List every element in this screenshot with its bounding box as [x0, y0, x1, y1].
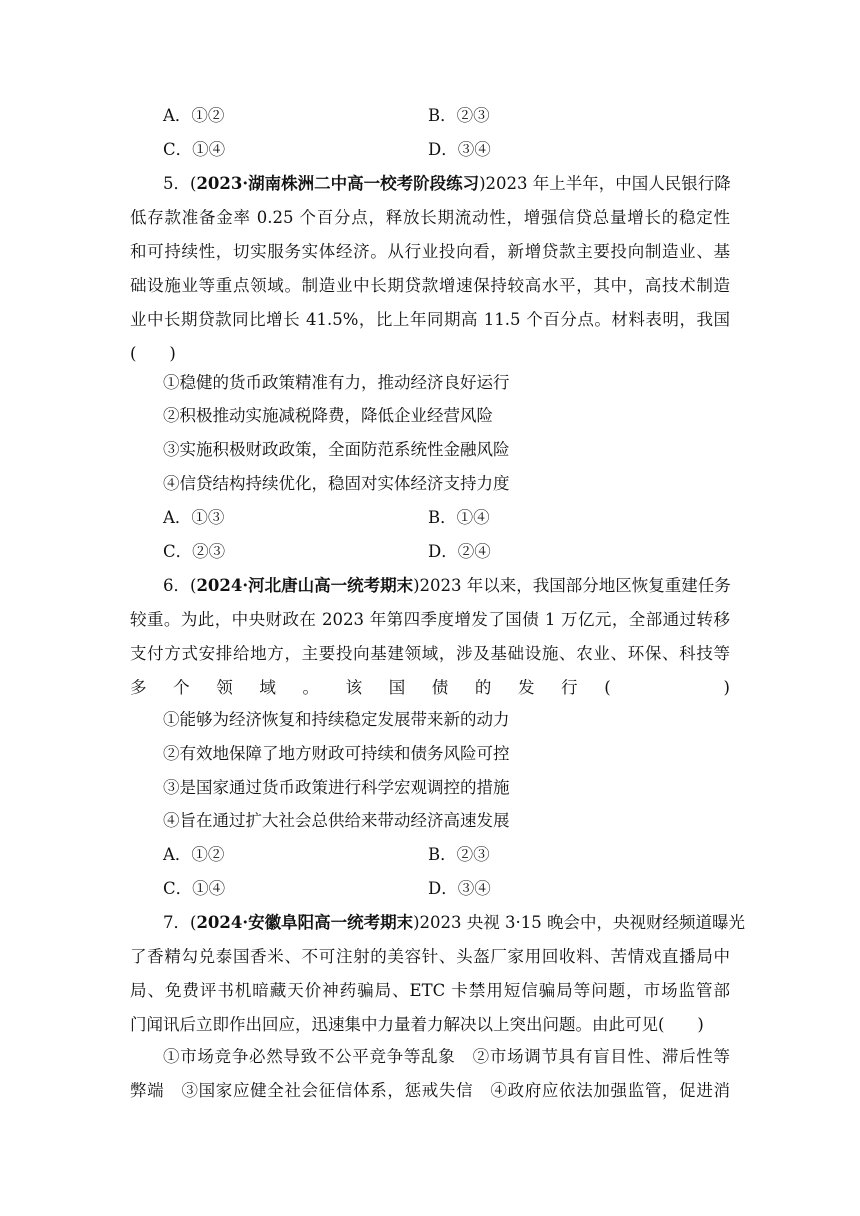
q5-option-d: D．②④: [428, 542, 491, 561]
q5-line-3: 础设施业等重点领域。制造业中长期贷款增速保持较高水平，其中，高技术制造: [130, 276, 730, 295]
q4-option-d: D．③④: [428, 140, 491, 159]
q6-statement-4: ④旨在通过扩大社会总供给来带动经济高速发展: [163, 811, 510, 830]
q6-statement-1: ①能够为经济恢复和持续稳定发展带来新的动力: [163, 710, 510, 729]
q5-line-1: 低存款准备金率 0.25 个百分点，释放长期流动性，增强信贷总量增长的稳定性: [130, 208, 730, 227]
q6-line-2: 支付方式安排给地方，主要投向基建领域，涉及基础设施、农业、环保、科技等: [130, 644, 730, 663]
q6-statement-3: ③是国家通过货币政策进行科学宏观调控的措施: [163, 778, 510, 797]
q5-statement-4: ④信贷结构持续优化，稳固对实体经济支持力度: [163, 474, 510, 493]
q5-line-4: 业中长期贷款同比增长 41.5%，比上年同期高 11.5 个百分点。材料表明，我国: [130, 310, 730, 329]
q5-option-a: A．①③: [163, 508, 225, 527]
q6-option-a: A．①②: [163, 845, 225, 864]
q4-option-a: A．①②: [163, 106, 225, 125]
q5-statement-3: ③实施积极财政政策，全面防范系统性金融风险: [163, 440, 510, 459]
q7-line-0: )2023 央视 3·15 晚会中，央视财经频道曝光: [413, 913, 746, 932]
q7-number: 7．(: [163, 913, 197, 932]
q6-line-3: 多个领域。该国债的发行( ): [130, 678, 730, 697]
q6-line-0: )2023 年以来，我国部分地区恢复重建任务: [413, 576, 731, 595]
q4-option-c: C．①④: [163, 140, 226, 159]
q5-statement-2: ②积极推动实施减税降费，降低企业经营风险: [163, 406, 493, 425]
q7-first-line: [163, 913, 746, 933]
q5-first-line: [163, 174, 730, 194]
q5-line-2: 和可持续性，切实服务实体经济。从行业投向看，新增贷款主要投向制造业、基: [130, 242, 730, 261]
q6-statement-2: ②有效地保障了地方财政可持续和债务风险可控: [163, 744, 510, 763]
q7-line-1: 了香精勾兑泰国香米、不可注射的美容针、头盔厂家用回收料、苦情戏直播局中: [130, 947, 730, 966]
q6-number: 6．(: [163, 576, 197, 595]
q5-option-b: B．①④: [428, 508, 490, 527]
q6-option-b: B．②③: [428, 845, 490, 864]
q7-line-3: 门闻讯后立即作出回应，迅速集中力量着力解决以上突出问题。由此可见( ): [130, 1015, 704, 1034]
q7-line-2: 局、免费评书机暗藏天价神药骗局、ETC 卡禁用短信骗局等问题，市场监管部: [130, 981, 730, 1000]
q5-statement-1: ①稳健的货币政策精准有力，推动经济良好运行: [163, 373, 510, 392]
q5-line-0: )2023 年上半年，中国人民银行降: [479, 174, 731, 193]
q6-first-line: [163, 576, 730, 596]
q6-line-1: 较重。为此，中央财政在 2023 年第四季度增发了国债 1 万亿元，全部通过转移: [130, 610, 730, 629]
q7-source: 2024·安徽阜阳高一统考期末: [196, 913, 414, 932]
q7-statements-line-2: 弊端 ③国家应健全社会征信体系，惩戒失信 ④政府应依法加强监管，促进消: [130, 1081, 730, 1100]
q4-option-b: B．②③: [428, 106, 490, 125]
q6-source: 2024·河北唐山高一统考期末: [196, 576, 414, 595]
q6-option-c: C．①④: [163, 879, 226, 898]
q7-statements-line-1: ①市场竞争必然导致不公平竞争等乱象 ②市场调节具有盲目性、滞后性等: [163, 1047, 730, 1066]
q6-option-d: D．③④: [428, 879, 491, 898]
q5-source: 2023·湖南株洲二中高一校考阶段练习: [196, 174, 480, 193]
q5-option-c: C．②③: [163, 542, 226, 561]
q5-line-5: ( ): [130, 344, 176, 363]
q5-number: 5．(: [163, 174, 197, 193]
